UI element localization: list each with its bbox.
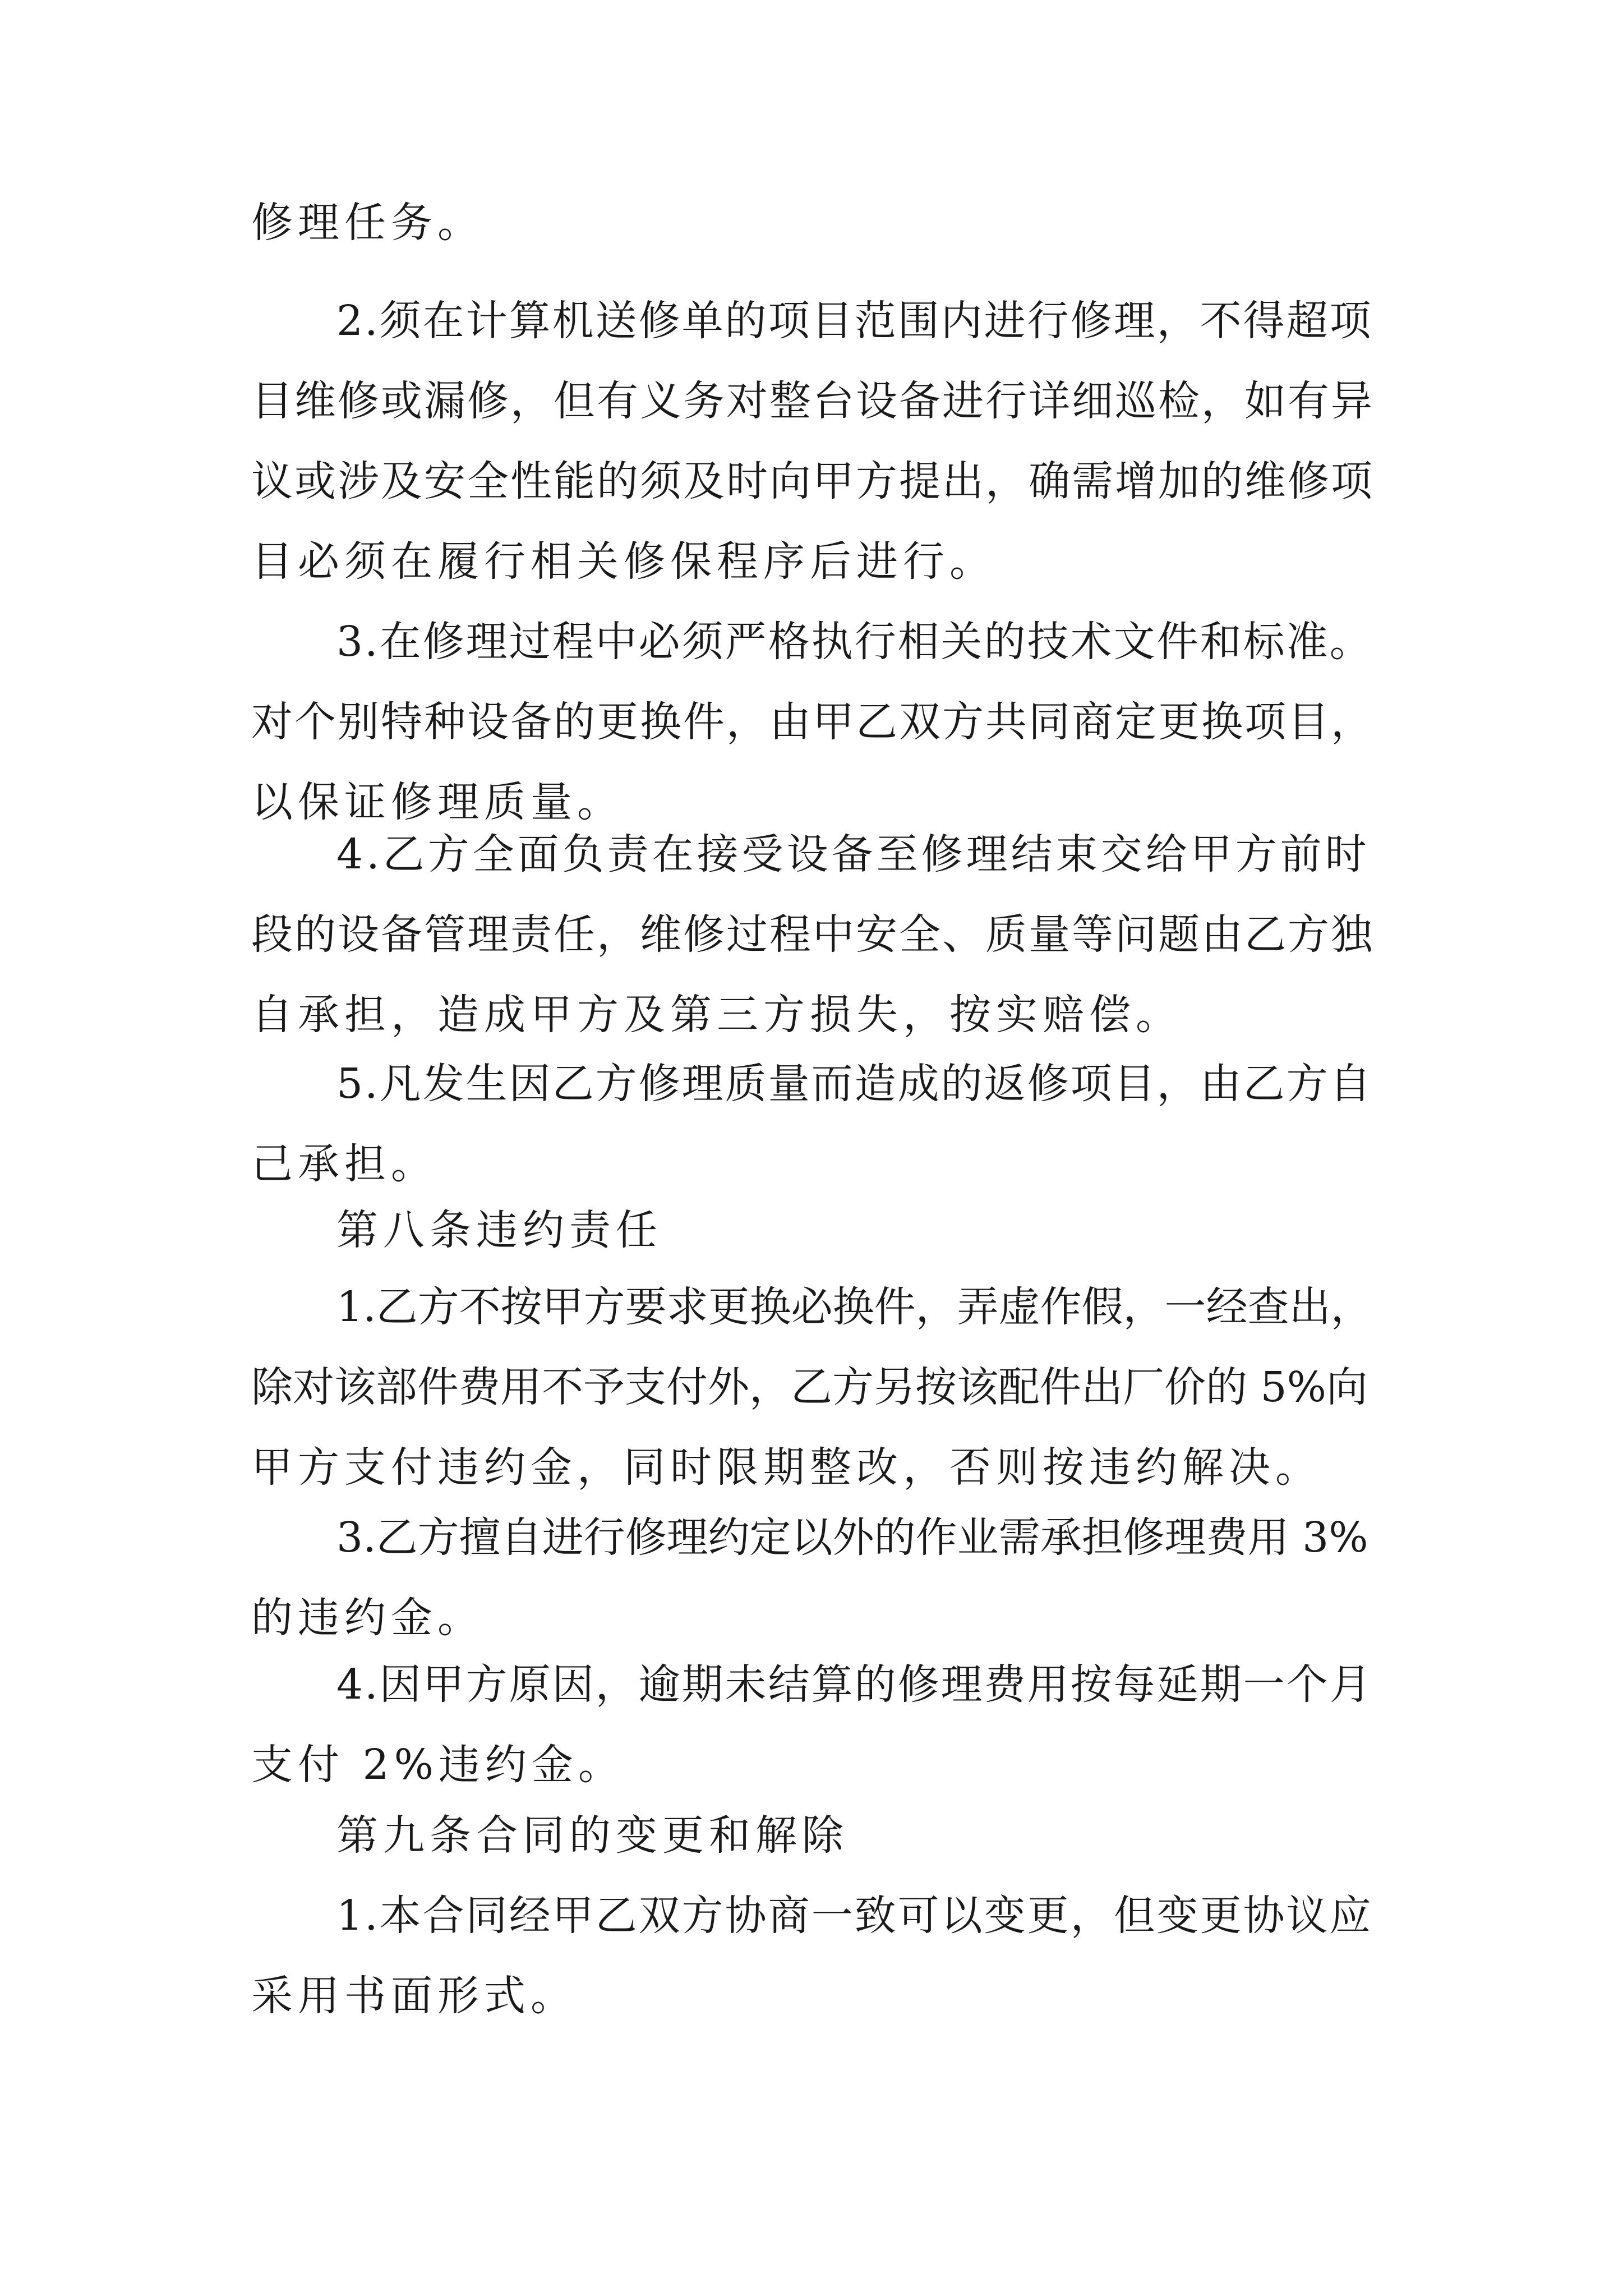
text-line: 的违约金。 <box>251 1594 484 1642</box>
text-line: 段的设备管理责任，维修过程中安全、质量等问题由乙方独 <box>251 910 1374 959</box>
text-line: 甲方支付违约金，同时限期整改，否则按违约解决。 <box>251 1443 1322 1492</box>
text-line: 4.乙方全面负责在接受设备至修理结束交给甲方前时 <box>336 830 1370 878</box>
text-line: 自承担，造成甲方及第三方损失，按实赔偿。 <box>251 991 1182 1039</box>
text-line: 5.凡发生因乙方修理质量而造成的返修项目，由乙方自 <box>336 1060 1373 1108</box>
section-heading: 第八条违约责任 <box>336 1206 662 1254</box>
text-line: 4.因甲方原因，逾期未结算的修理费用按每延期一个月 <box>336 1660 1373 1709</box>
text-line: 目维修或漏修，但有义务对整台设备进行详细巡检，如有异 <box>251 377 1374 425</box>
section-heading: 第九条合同的变更和解除 <box>336 1811 849 1860</box>
text-line: 1.本合同经甲乙双方协商一致可以变更，但变更协议应 <box>336 1892 1373 1940</box>
text-line: 议或涉及安全性能的须及时向甲方提出，确需增加的维修项 <box>251 457 1374 505</box>
text-line: 支付 2%违约金。 <box>251 1741 625 1789</box>
text-line: 对个别特种设备的更换件，由甲乙双方共同商定更换项目， <box>251 698 1374 746</box>
text-line: 己承担。 <box>251 1140 437 1188</box>
text-line: 2.须在计算机送修单的项目范围内进行修理，不得超项 <box>336 297 1373 345</box>
text-line: 以保证修理质量。 <box>251 778 624 826</box>
text-line: 1.乙方不按甲方要求更换必换件，弄虚作假，一经查出， <box>336 1283 1372 1331</box>
text-line: 目必须在履行相关修保程序后进行。 <box>251 537 996 586</box>
text-line: 3.乙方擅自进行修理约定以外的作业需承担修理费用 3% <box>336 1513 1368 1562</box>
text-line: 3.在修理过程中必须严格执行相关的技术文件和标准。 <box>336 618 1373 666</box>
text-line: 修理任务。 <box>251 199 484 247</box>
text-line: 采用书面形式。 <box>251 1972 577 2020</box>
text-line: 除对该部件费用不予支付外，乙方另按该配件出厂价的 5%向 <box>251 1363 1368 1411</box>
